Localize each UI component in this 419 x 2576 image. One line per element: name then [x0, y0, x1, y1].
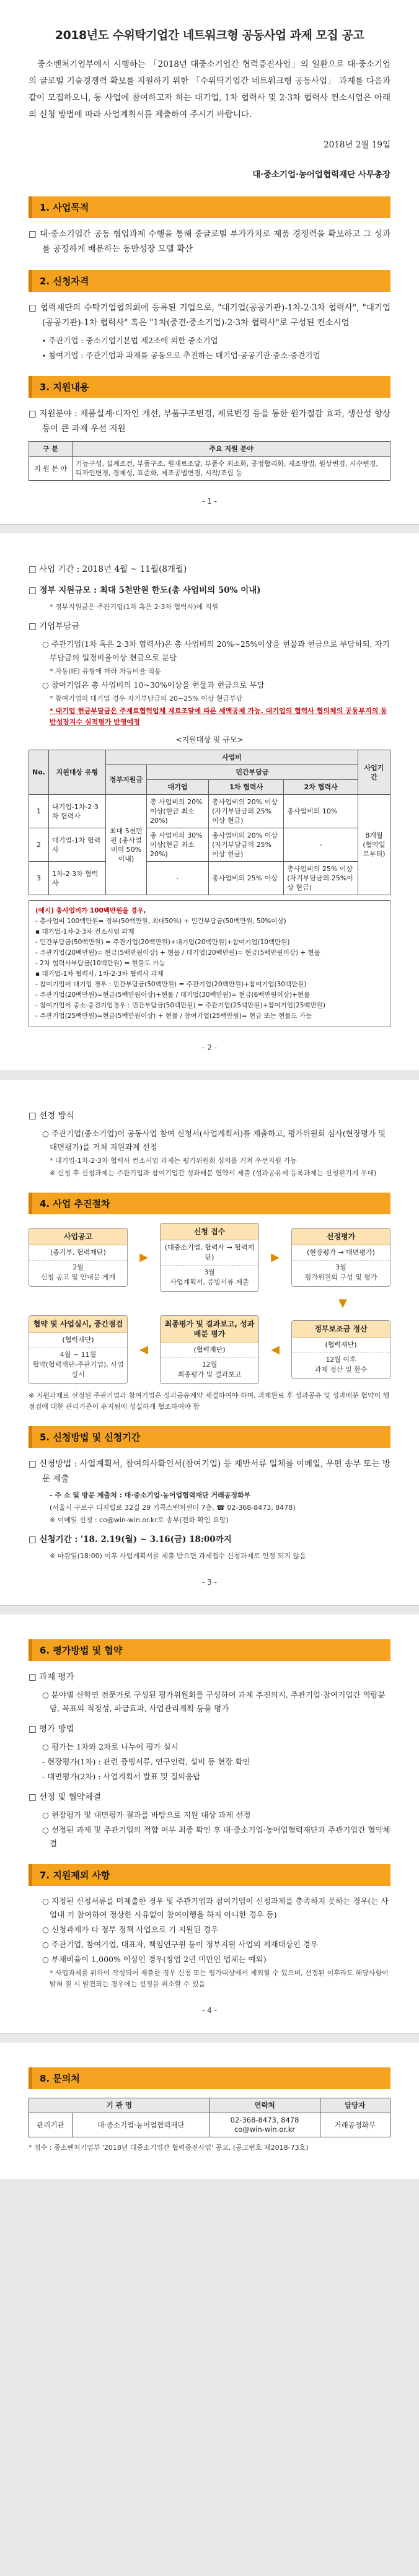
- eligibility-bullet: ∙ 참여기업 : 주관기업과 과제를 공동으로 추진하는 대기업·공공기관·중소·중견기업: [42, 351, 320, 360]
- flow-step-note: 과제 정산 및 환수: [314, 1365, 368, 1373]
- deadline-note: ※ 마감일(18:00) 이후 사업계획서를 제출 받으면 과제접수 신청과제로 인정 되지 않음: [50, 1552, 306, 1560]
- page-1: [0, 0, 419, 525]
- government-support-scale: □ 정부 지원규모 : 최대 5천만원 한도(총 사업비의 50% 이내): [29, 585, 261, 595]
- contact-cell: [210, 2113, 320, 2137]
- flow-step-org: (협력재단): [161, 1343, 258, 1358]
- contract-item: ○ 선정된 과제 및 주관기업의 적합 여부 최종 확인 후 대·중소기업·농어업협력재단과 주관기업간 협약체결: [42, 1825, 390, 1848]
- page-number: - 4 -: [202, 2006, 217, 2015]
- flow-step: [291, 1228, 390, 1287]
- selection-method-paragraph: ○ 주관기업(중소기업)이 공동사업 참여 신청서(사업계획서)를 제출하고, 평가위원회 심사(현장평가 및 대면평가)를 거쳐 지원과제 선정: [42, 1129, 386, 1152]
- page-5: [0, 2043, 419, 2180]
- arrow-left-icon: ◀: [271, 1343, 280, 1356]
- section-heading-application: 5. 신청방법 및 신청기간: [29, 1426, 390, 1448]
- notebox-line: - 주관기업(20백만원)= 현금(5백만원이상) + 현물 / 대기업(20백만원)= 현금(5백만원이상) + 현물: [35, 949, 320, 957]
- table-cell: 1: [29, 795, 49, 828]
- flow-step: [160, 1223, 259, 1292]
- contact-table: [29, 2098, 390, 2137]
- arrow-right-icon: ▶: [271, 1251, 280, 1264]
- flow-step-org: (중기부, 협력재단): [29, 1245, 127, 1261]
- contact-email-link[interactable]: co@win-win.or.kr: [234, 2125, 296, 2134]
- notebox-line: - 참여기업이 대기업 경우 : 민간부담금(50백만원) = 주관기업(20백만원)+참여기업(30백만원): [35, 981, 307, 988]
- flow-step: [29, 1315, 128, 1384]
- table-cell: -: [284, 828, 358, 862]
- flow-step-note: 평가위원회 구성 및 평가: [304, 1273, 377, 1281]
- page-2: [0, 533, 419, 1071]
- table-row: [29, 795, 390, 828]
- section-heading-exclusions: 7. 지원제외 사항: [29, 1864, 390, 1886]
- table-header: 사업기간: [358, 750, 390, 795]
- table-header: 대기업: [146, 780, 208, 795]
- table-cell: 총사업비의 25% 이상(자기부담금의 25%이상 현금): [284, 862, 358, 895]
- table-header: 기 관 명: [29, 2098, 210, 2113]
- contact-footnote: * 접수 : 중소벤처기업부 '2018년 대중소기업간 협력증진사업' 공고, (공고번호 제2018-73호): [29, 2144, 309, 2152]
- exclusion-item: ○ 주관기업, 참여기업, 대표자, 책임연구원 등이 정부지원 사업의 제재대상인 경우: [42, 1940, 318, 1949]
- flow-step-month: 12월 이후: [325, 1356, 356, 1364]
- notebox-line: - 2차 협력사부담금(10백만원) = 현물도 가능: [35, 960, 165, 967]
- table-header: 2차 협력사: [284, 780, 358, 795]
- contract-heading: □ 선정 및 협약체결: [29, 1792, 101, 1802]
- table-cell: 3: [29, 862, 49, 895]
- support-target-table: [29, 750, 390, 895]
- support-paragraph: □ 지원분야 : 제품설계·디자인 개선, 부품구조변경, 제료변경 등을 통한 원가절감 효과, 생산성 향상 등이 큰 과제 우선 지원: [29, 409, 390, 434]
- table-header: 담당자: [320, 2098, 390, 2113]
- table-cell: 대·중소기업·농어업협력재단: [73, 2113, 210, 2137]
- section-heading-support: 3. 지원내용: [29, 376, 390, 398]
- table-cell: 8개월(협약일로부터): [358, 795, 390, 895]
- table-cell: 총사업비의 20% 이상(자기부담금의 25% 이상 현금): [209, 795, 284, 828]
- burden-note: * 자동(IE) 유형에 따라 차등비율 적용: [50, 667, 161, 675]
- flow-step-month: 2월: [73, 1263, 84, 1271]
- project-period: □ 사업 기간 : 2018년 4월 ~ 11월(8개월): [29, 564, 187, 574]
- company-burden-heading: □ 기업부담금: [29, 621, 80, 631]
- tax-credit-note: * 대기업 현금부담금은 주재료협력업체 재료조달에 따른 세액공제 가능. 대기업의 협력사 협의체의 공동부지의 동반성장지수 실적평가 반영예정: [50, 707, 387, 726]
- procedure-flow-row: [29, 1223, 390, 1292]
- table-header: 사업비: [105, 750, 358, 765]
- table-cell: 기능구성, 설계조건, 부품구조, 원재료조달, 부품수 최소화, 공정합리화, 제조방법, 원상변경, 시수변경, 디자인변경, 경제성, 표준화, 제조공법변경, 시작/조립 등: [73, 457, 390, 481]
- application-address-label: - 주 소 및 방문 제출처 : 대·중소기업·농어업협력재단 거래공정화부: [50, 1491, 251, 1499]
- exclusion-item: ○ 지정된 신청서류를 미제출한 경우 및 주관기업과 참여기업이 신청과제를 충족하지 못하는 경우(는 사업내 기 참여하여 정상한 사유없이 참여이행을 하지 아니한 경우 등): [42, 1896, 389, 1919]
- announcement-date: 2018년 2월 19일: [324, 140, 390, 150]
- support-field-table: [29, 441, 390, 481]
- table-header: 주요 지원 분야: [73, 442, 390, 457]
- contact-phone: 02-368-8473, 8478: [230, 2116, 299, 2124]
- evaluation-method: ○ 평가는 1차와 2차로 나누어 평가 실시: [42, 1742, 179, 1751]
- table-cell: 최대 5천만원 (총사업비의 50% 이내): [105, 795, 146, 895]
- government-support-note: * 정부지원금은 주관기업(1차 혹은 2·3차 협력사)에 지원: [50, 603, 219, 611]
- table-cell: 대기업-1차-2·3차 협력사: [48, 795, 105, 828]
- table-cell: -: [146, 862, 208, 895]
- section-heading-procedure: 4. 사업 추진절차: [29, 1193, 390, 1214]
- flow-step-month: 3월: [204, 1268, 215, 1276]
- table-row: [29, 862, 390, 895]
- notebox-line: - 민간부담금(50백만원) = 주관기업(20백만원)+대기업(20백만원)+참여기업(10백만원): [35, 939, 290, 946]
- notebox-line: - 참여기업이 중소·중견기업경우 : 민간부담금(50백만원) = 주관기업(25백만원)+참여기업(25백만원): [35, 1002, 325, 1009]
- flow-step-month: 4월 ~ 11월: [60, 1351, 97, 1359]
- notebox-line: ▪ 대기업-1차-2·3차 컨소시엄 과제: [35, 928, 135, 935]
- selection-note: ※ 신청 후 신청과제는 주관기업과 참여기업간 성과배분 협약서 제출 (성과공유제 등록과제는 신청된기계 우대): [50, 1169, 377, 1177]
- section-heading-purpose: 1. 사업목적: [29, 196, 390, 218]
- flow-step-month: 12월: [201, 1360, 218, 1369]
- flow-step-note: 신청 공고 및 안내문 게재: [40, 1273, 116, 1281]
- page-3: [0, 1080, 419, 1606]
- application-email: ※ 이메일 신청 : co@win-win.or.kr로 송부(전화 확인 요망): [50, 1516, 229, 1524]
- eligibility-paragraph: □ 협력재단의 수탁기업협의회에 등록된 기업으로, "대기업(공공기관)-1차-2·3차 협력사", "대기업(공공기관)-1차 협력사" 혹은 "1차(중견·중소기업)-2·3차 협력사"로 구성된 컨소시엄: [29, 303, 390, 328]
- table-cell: 1차-2·3차 협력사: [48, 862, 105, 895]
- table-cell: 총사업비의 25% 이상: [209, 862, 284, 895]
- intro-paragraph: 중소벤처기업부에서 시행하는 「2018년 대중소기업간 협력증진사업」의 일환으로 대·중소기업의 글로벌 기술경쟁력 확보를 지원하기 위한 「수위탁기업간 네트워크형 공동사업」 과제를 다음과 같이 모집하오니, 동 사업에 참여하고자 하는 대기업, 1차 협력사 및 2·3차 협력사 컨소시엄은 아래의 신청 방법에 따라 사업계획서를 제출하여 주시기 바랍니다.: [29, 59, 390, 120]
- burden-participant-company: ○ 참여기업은 총 사업비의 10~30%이상을 현물과 현금으로 부담: [42, 680, 265, 690]
- table-cell: 총 사업비의 30% 이상(현금 최소 20%): [146, 828, 208, 862]
- flow-step-note: 협약(협력재단-주관기업), 사업실시: [32, 1360, 124, 1378]
- flow-step-org: (협력재단): [292, 1338, 390, 1353]
- table-cell: 2: [29, 828, 49, 862]
- arrow-left-icon: ◀: [139, 1343, 148, 1356]
- evaluation-heading: □ 과제 평가: [29, 1672, 74, 1682]
- table-header: 민간부담금: [146, 765, 358, 780]
- notebox-line: (예시) 총사업비가 100백만원을 경우,: [35, 907, 146, 914]
- section-heading-evaluation: 6. 평가방법 및 협약: [29, 1639, 390, 1661]
- table-header: No.: [29, 750, 49, 795]
- selection-method-heading: □ 선정 방식: [29, 1111, 74, 1121]
- table-cell: 총 사업비의 20% 이상(현금 최소 20%): [146, 795, 208, 828]
- exclusion-item: ○ 신청과제가 타 정부 정책 사업으로 기 지원된 경우: [42, 1925, 219, 1934]
- table-caption: <지원대상 및 규모>: [175, 735, 244, 744]
- procedure-flow-row: [29, 1315, 390, 1384]
- exclusion-item: ○ 부채비율이 1,000% 이상인 경우(창업 2년 미만인 업체는 예외): [42, 1955, 267, 1964]
- procedure-footnote: ※ 지원과제로 선정된 주관기업과 참여기업은 성과공유계약 체결하여야 하며, 과제완료 후 성과공유 및 성과배분 협약이 행 점검에 대한 관리기준이 유지됨에 성실하게 협조하여야 함: [29, 1391, 390, 1411]
- notebox-line: - 주관기업(20백만원)=현금(5백만원이상)+현물 / 대기업(30백만원)= 현금(6백만원이상)+현물: [35, 991, 311, 999]
- example-notebox: [29, 900, 390, 1027]
- flow-step-org: (협력재단): [29, 1333, 127, 1348]
- flow-step-note: 사업계획서, 증빙서류 제출: [170, 1278, 249, 1286]
- table-cell: 관리기관: [29, 2113, 73, 2137]
- table-row: [29, 2113, 390, 2137]
- table-cell: 거래공정화부: [320, 2113, 390, 2137]
- table-cell: 지 원 분 야: [29, 457, 73, 481]
- table-header: 구 분: [29, 442, 73, 457]
- burden-lead-company: ○ 주관기업(1차 혹은 2·3차 협력사)은 총 사업비의 20%~25%이상을 현물과 현금으로 부담하되, 자기부담금의 일정비율이상 현금으로 분담: [42, 639, 390, 662]
- flow-step-title: 사업공고: [29, 1229, 127, 1245]
- flow-step-org: (대중소기업, 협력사 → 협력재단): [161, 1240, 258, 1266]
- page-number: - 3 -: [202, 1578, 217, 1587]
- purpose-paragraph: □ 대·중소기업간 공동 협업과제 수행을 통해 중글로벌 부가가치로 제품 경쟁력을 확보하고 그 성과를 공정하게 배분하는 동반성장 모델 확산: [29, 229, 390, 254]
- application-period: □ 신청기간 : '18. 2.19(월) ~ 3.16(금) 18:00까지: [29, 1535, 232, 1544]
- flow-step-month: 3월: [335, 1263, 346, 1271]
- table-row: [29, 828, 390, 862]
- page-number: - 2 -: [202, 1043, 217, 1052]
- flow-step-title: 최종평가 및 결과보고, 성과배분 평가: [161, 1316, 258, 1343]
- notebox-line: ▪ 대기업-1차 협력사, 1차-2·3차 협력사 과제: [35, 970, 164, 978]
- table-cell: 대기업-1차 협력사: [48, 828, 105, 862]
- table-cell: 총사업비의 20% 이상(자기부담금의 25% 이상 현금): [209, 828, 284, 862]
- page-number: - 1 -: [202, 497, 217, 506]
- page-4: [0, 1614, 419, 2034]
- arrow-right-icon: ▶: [139, 1251, 148, 1264]
- flow-step: [160, 1315, 259, 1384]
- notebox-line: - 주관기업(25백만원)=현금(5백만원이상) + 현물 / 참여기업(25백만원)= 현금 또는 현물도 가능: [35, 1012, 312, 1020]
- contract-item: ○ 현장평가 및 대면평가 결과를 바탕으로 지원 대상 과제 선정: [42, 1810, 251, 1820]
- table-header: 연락처: [210, 2098, 320, 2113]
- exclusion-note: * 사업과제를 위하여 작성되어 제출한 경우 신청 또는 평가대상에서 제외될 수 있으며, 선정된 이후라도 해당사항이 밝혀 질 시 발견되는 경우에는 선정을 취소할 수 있음: [50, 1969, 389, 1988]
- table-cell: 총사업비의 10%: [284, 795, 358, 828]
- application-method: □ 신청방법 : 사업계획서, 참여의사확인서(참여기업) 등 제반서류 일체를 이메일, 우편 송부 또는 방문 제출: [29, 1459, 390, 1484]
- evaluation-step: - 현장평가(1차) : 관련 증빙서류, 연구인력, 설비 등 현장 확인: [42, 1757, 250, 1766]
- application-address: (서울시 구로구 디지털로 32길 29 키콕스벤처센터 7층, ☎ 02-368-8473, 8478): [50, 1504, 296, 1512]
- flow-step-note: 최종평가 및 결과보고: [177, 1370, 242, 1378]
- section-heading-eligibility: 2. 신청자격: [29, 270, 390, 292]
- flow-step-org: (현장평가 → 대면평가): [292, 1245, 390, 1261]
- flow-step: [29, 1228, 128, 1287]
- document-title: 2018년도 수위탁기업간 네트워크형 공동사업 과제 모집 공고: [55, 28, 364, 42]
- evaluation-paragraph: ○ 분야별 산학연 전문가로 구성된 평가위원회를 구성하여 과제 추진의지, 주관기업·참여기업간 역량분담, 목표의 적정성, 파급효과, 사업관리계획 등을 평가: [42, 1690, 386, 1713]
- burden-note: * 참여기업의 대기업 경우 자기부담금의 20~25% 이상 현금부담: [50, 694, 243, 703]
- flow-step-title: 협약 및 사업실시, 중간점검: [29, 1316, 127, 1333]
- flow-step-title: 선정평가: [292, 1229, 390, 1245]
- eligibility-bullet: ∙ 주관기업 : 중소기업기본법 제2조에 의한 중소기업: [42, 336, 218, 345]
- evaluation-method-heading: □ 평가 방법: [29, 1724, 74, 1734]
- flow-step: [291, 1320, 390, 1379]
- flow-step-title: 정부보조금 정산: [292, 1321, 390, 1338]
- notebox-line: - 총사업비 100백만원= 정부(50백만원, 최대50%) + 민간부담금(50백만원, 50%이상): [35, 918, 286, 925]
- selection-note: * 대기업-1차-2·3차 협력사 컨소시엄 과제는 평가위원회 심의를 거쳐 우선지원 가능: [50, 1157, 297, 1165]
- table-header: 지원대상 유형: [48, 750, 105, 795]
- table-header: 정부지원금: [105, 765, 146, 795]
- arrow-down-icon: ▼: [338, 1297, 347, 1310]
- table-header: 1차 협력사: [209, 780, 284, 795]
- section-heading-contact: 8. 문의처: [29, 2067, 390, 2089]
- announcing-organization: 대·중소기업·농어업협력재단 사무총장: [252, 170, 390, 180]
- evaluation-step: - 대면평가(2차) : 사업계획서 발표 및 질의응답: [42, 1772, 201, 1781]
- flow-step-title: 신청 접수: [161, 1224, 258, 1240]
